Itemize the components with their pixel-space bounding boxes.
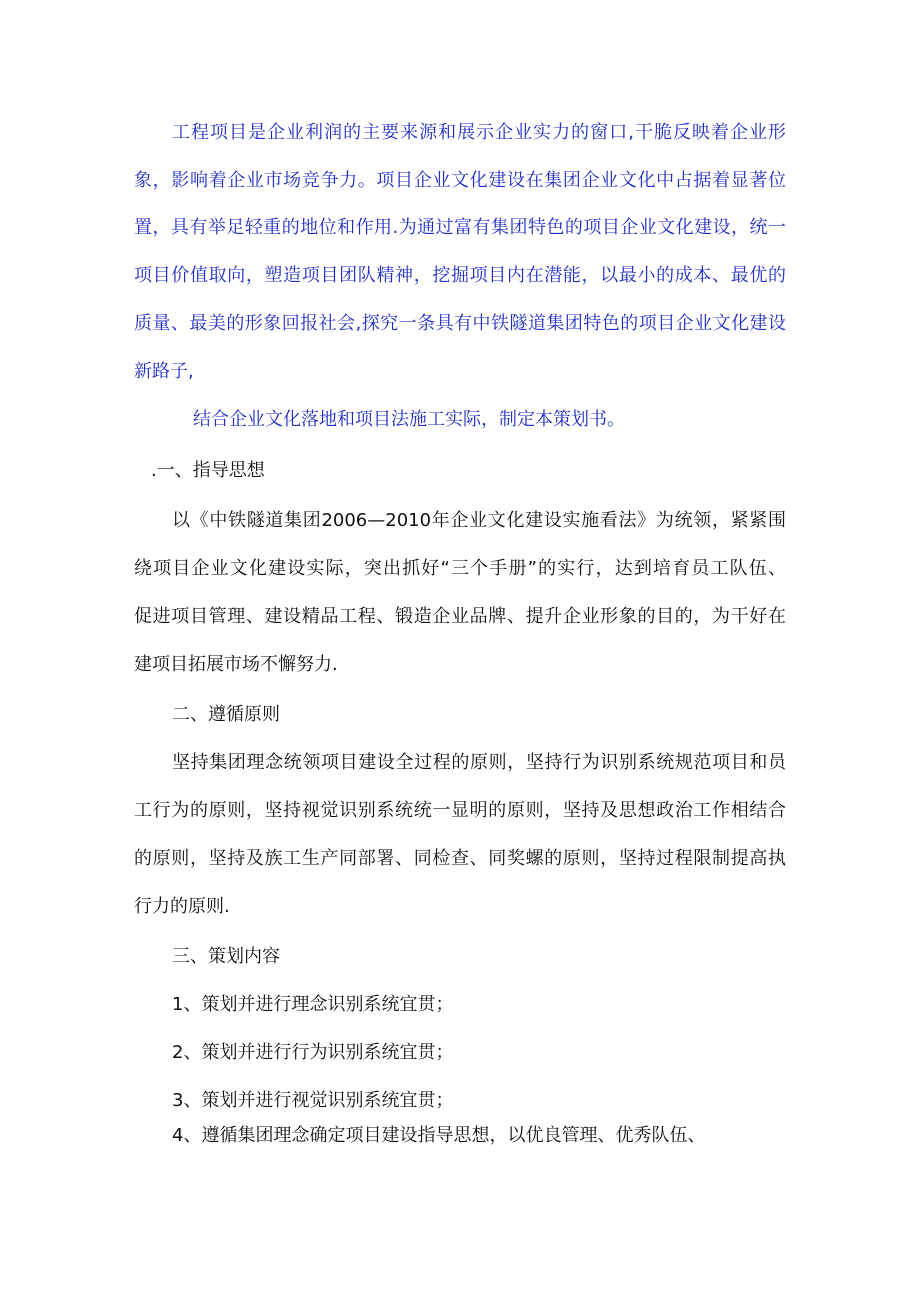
intro-paragraph-line: 置，具有举足轻重的地位和作用.为通过富有集团特色的项目企业文化建设，统一 [134, 217, 786, 238]
section1-paragraph-line: 绕项目企业文化建设实际，突出抓好“三个手册”的实行，达到培育员工队伍、 [134, 558, 786, 579]
section1-paragraph-line: 促进项目管理、建设精品工程、锻造企业品牌、提升企业形象的目的，为干好在 [134, 606, 786, 627]
section2-paragraph-line: 行力的原则. [134, 896, 230, 917]
section2-paragraph-line: 工行为的原则，坚持视觉识别系统统一显明的原则，坚持及思想政治工作相结合 [134, 800, 786, 821]
intro-paragraph-line: 象，影响着企业市场竞争力。项目企业文化建设在集团企业文化中占据着显著位 [134, 170, 786, 191]
section-heading-guiding-thought: .一、指导思想 [151, 460, 265, 481]
section2-paragraph-line: 坚持集团理念统领项目建设全过程的原则，坚持行为识别系统规范项目和员 [172, 752, 786, 773]
intro-closing-line: 结合企业文化落地和项目法施工实际，制定本策划书。 [193, 409, 625, 430]
list-item: 4、遵循集团理念确定项目建设指导思想，以优良管理、优秀队伍、 [172, 1125, 706, 1146]
section2-paragraph-line: 的原则，坚持及族工生产同部署、同检查、同奖螺的原则，坚持过程限制提高执 [134, 848, 786, 869]
intro-paragraph-line: 项目价值取向，塑造项目团队精神，挖掘项目内在潜能，以最小的成本、最优的 [134, 265, 786, 286]
intro-paragraph-line: 新路子, [134, 361, 194, 382]
intro-paragraph-line: 工程项目是企业利润的主要来源和展示企业实力的窗口,干脆反映着企业形 [172, 122, 786, 143]
list-item: 3、策划并进行视觉识别系统宜贯； [172, 1090, 454, 1111]
intro-paragraph-line: 质量、最美的形象回报社会,探究一条具有中铁隧道集团特色的项目企业文化建设 [134, 313, 786, 334]
section1-paragraph-line: 建项目拓展市场不懈努力. [134, 654, 338, 675]
section-heading-plan-content: 三、策划内容 [172, 946, 280, 967]
section1-paragraph-line: 以《中铁隧道集团2006—2010年企业文化建设实施看法》为统领，紧紧围 [172, 510, 786, 531]
list-item: 2、策划并进行行为识别系统宜贯； [172, 1042, 454, 1063]
list-item: 1、策划并进行理念识别系统宜贯； [172, 994, 454, 1015]
section-heading-principles: 二、遵循原则 [172, 704, 280, 725]
